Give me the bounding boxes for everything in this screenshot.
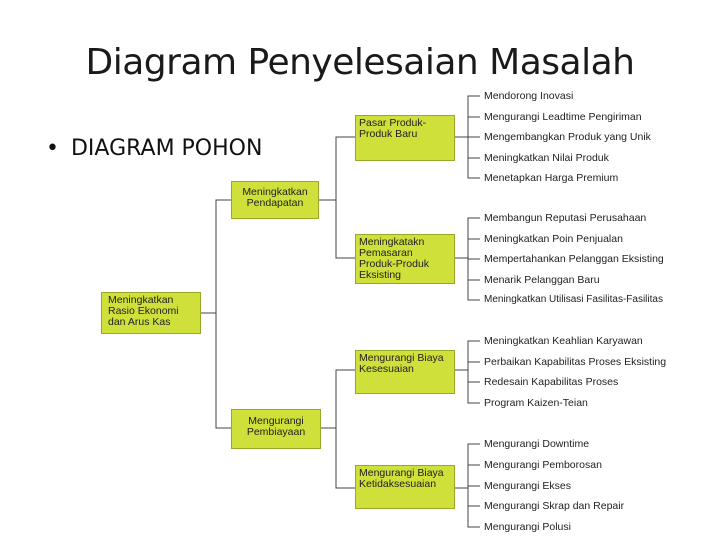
leaf-item: Meningkatkan Keahlian Karyawan	[484, 335, 643, 347]
connector-leaves-0	[455, 96, 480, 178]
connector-leaves-1	[455, 218, 480, 300]
leaf-item: Mengurangi Skrap dan Repair	[484, 500, 625, 512]
leaf-item: Mendorong Inovasi	[484, 90, 574, 102]
leaf-item: Program Kaizen-Teian	[484, 397, 588, 409]
connector-root	[201, 200, 231, 428]
leaf-item: Meningkatkan Utilisasi Fasilitas-Fasilitas	[484, 294, 663, 305]
connector-leaves-2	[455, 341, 480, 403]
connector-pendapatan	[319, 137, 355, 258]
bullet-text: DIAGRAM POHON	[70, 136, 263, 161]
bullet-dot: •	[46, 136, 59, 161]
leaf-item: Meningkatkan Poin Penjualan	[484, 233, 623, 245]
tree-node-pasar-produk-baru: Pasar Produk-Produk Baru	[355, 115, 455, 161]
leaf-item: Perbaikan Kapabilitas Proses Eksisting	[484, 356, 667, 368]
tree-node-pemasaran-eksisting: Meningkatakn Pemasaran Produk-Produk Eksisting	[355, 234, 455, 284]
leaf-item: Mengurangi Downtime	[484, 438, 590, 450]
connector-leaves-3	[455, 444, 480, 527]
leaf-item: Menarik Pelanggan Baru	[484, 274, 600, 286]
slide-title: Diagram Penyelesaian Masalah	[85, 42, 635, 83]
tree-node-biaya-kesesuaian: Mengurangi Biaya Kesesuaian	[355, 350, 455, 394]
leaf-item: Mengurangi Pemborosan	[484, 459, 602, 471]
leaf-item: Redesain Kapabilitas Proses	[484, 376, 619, 388]
leaf-item: Mengembangkan Produk yang Unik	[484, 131, 651, 143]
leaf-item: Menetapkan Harga Premium	[484, 172, 619, 184]
leaf-item: Meningkatkan Nilai Produk	[484, 152, 609, 164]
leaf-item: Mempertahankan Pelanggan Eksisting	[484, 253, 664, 265]
leaf-item: Mengurangi Ekses	[484, 480, 571, 492]
tree-node-pembiayaan: Mengurangi Pembiayaan	[231, 409, 321, 449]
tree-node-pendapatan: Meningkatkan Pendapatan	[231, 181, 319, 219]
leaf-item: Membangun Reputasi Perusahaan	[484, 212, 647, 224]
connector-pembiayaan	[321, 370, 355, 488]
leaf-item: Mengurangi Polusi	[484, 521, 571, 533]
tree-root-node: Meningkatkan Rasio Ekonomi dan Arus Kas	[101, 292, 201, 334]
leaf-item: Mengurangi Leadtime Pengiriman	[484, 111, 642, 123]
tree-node-biaya-ketidaksesuaian: Mengurangi Biaya Ketidaksesuaian	[355, 465, 455, 509]
